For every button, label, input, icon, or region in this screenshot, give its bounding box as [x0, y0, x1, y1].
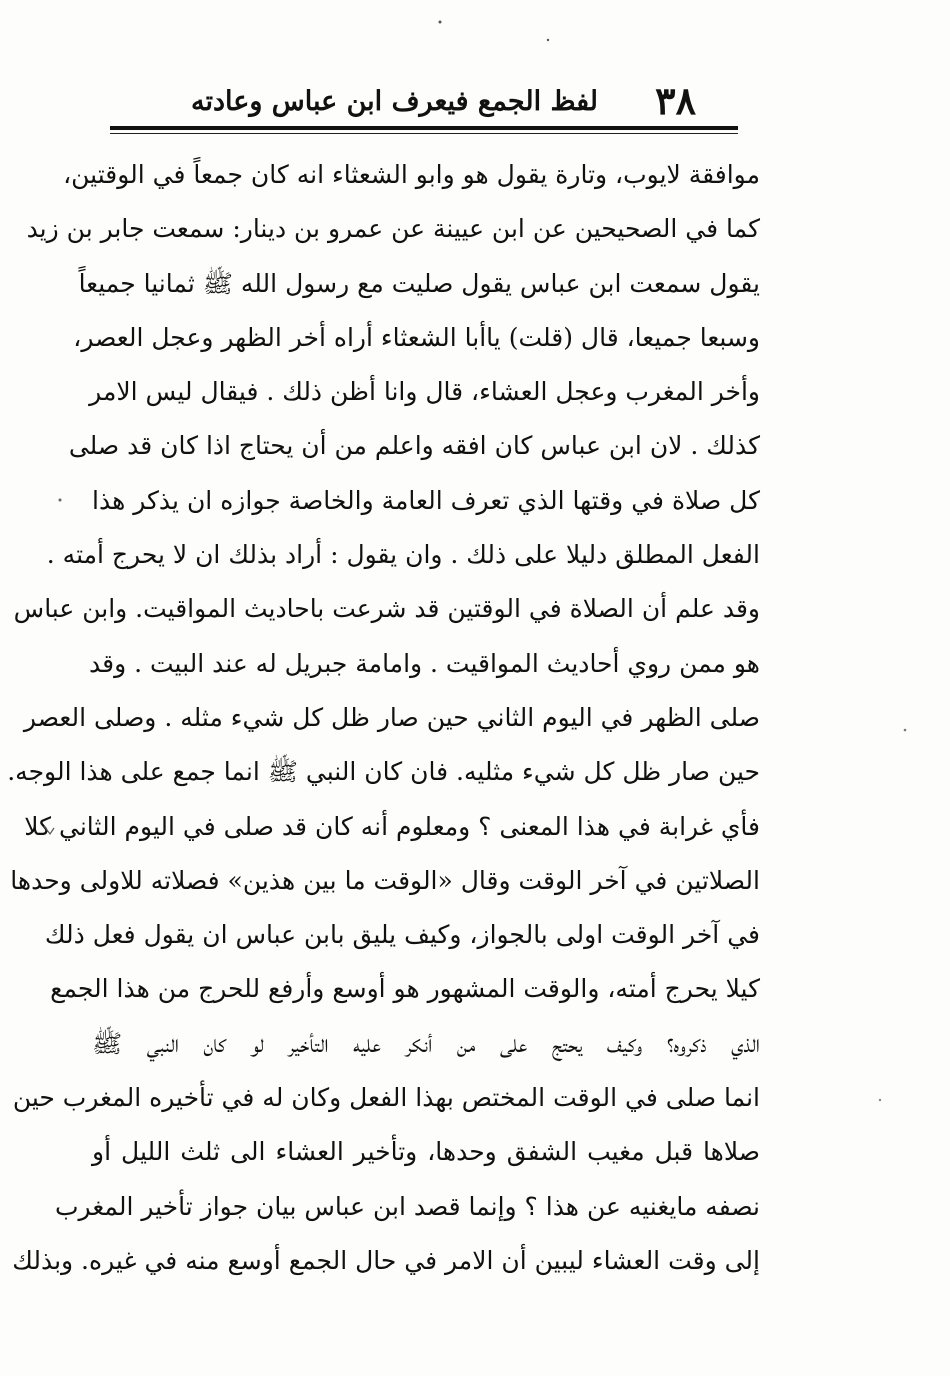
- text-line: كل صلاة في وقتها الذي تعرف العامة والخاصة جوازه ان يذكر هذا: [92, 485, 760, 515]
- text-line: كذلك . لان ابن عباس كان افقه واعلم من أن يحتاج اذا كان قد صلى: [68, 431, 760, 461]
- scan-speck: [439, 21, 442, 24]
- header-rule: [110, 126, 738, 130]
- text-line: إلى وقت العشاء ليبين أن الامر في حال الجمع أوسع منه في غيره. وبذلك: [12, 1245, 760, 1275]
- scan-speck: [879, 1099, 881, 1101]
- text-line: وسبعا جميعا، قال (قلت) ياأبا الشعثاء أراه أخر الظهر وعجل العصر،: [73, 322, 760, 352]
- text-line: الصلاتين في آخر الوقت وقال «الوقت ما بين هذين» فصلاته للاولى وحدها: [10, 865, 760, 895]
- text-line: كيلا يحرج أمته، والوقت المشهور هو أوسع وأرفع للحرج من هذا الجمع: [50, 974, 760, 1004]
- text-line: موافقة لايوب، وتارة يقول هو وابو الشعثاء انه كان جمعاً في الوقتين،: [63, 160, 760, 189]
- page-number: ٣٨: [655, 78, 696, 123]
- text-line: نصفه مايغنيه عن هذا ؟ وإنما قصد ابن عباس بيان جواز تأخير المغرب: [54, 1191, 760, 1221]
- text-line: كما في الصحيحين عن ابن عيينة عن عمرو بن دينار: سمعت جابر بن زيد: [26, 214, 760, 244]
- text-line: وأخر المغرب وعجل العشاء، قال وانا أظن ذلك . فيقال ليس الامر: [89, 377, 760, 407]
- text-line: فأي غرابة في هذا المعنى ؟ ومعلوم أنه كان قد صلى في اليوم الثاني كلا: [24, 811, 760, 841]
- text-line: وقد علم أن الصلاة في الوقتين قد شرعت باحاديث المواقيت. وابن عباس: [13, 594, 760, 624]
- header-rule-thin: [110, 133, 738, 134]
- body-text: [7, 148, 760, 1288]
- text-line: هو ممن روي أحاديث المواقيت . وامامة جبريل له عند البيت . وقد: [89, 648, 760, 678]
- text-line: صلاها قبل مغيب الشفق وحدها، وتأخير العشاء الى ثلث الليل أو: [92, 1137, 760, 1167]
- text-line: الفعل المطلق دليلا على ذلك . وان يقول : أراد بذلك ان لا يحرج أمته .: [46, 540, 760, 570]
- text-line: صلى الظهر في اليوم الثاني حين صار ظل كل شيء مثله . وصلى العصر: [23, 702, 760, 732]
- scan-speck: [59, 499, 62, 502]
- text-line: الذي ذكروه؟ وكيف يحتج على من أنكر عليه التأخير لو كان النبي ﷺ: [92, 1028, 760, 1058]
- text-line: في آخر الوقت اولى بالجواز، وكيف يليق بابن عباس ان يقول فعل ذلك: [44, 920, 760, 950]
- scan-speck: [904, 729, 907, 732]
- text-line: انما صلى في الوقت المختص بهذا الفعل وكان له في تأخيره المغرب حين: [12, 1083, 760, 1113]
- page-header: [110, 78, 738, 124]
- running-title: لفظ الجمع فيعرف ابن عباس وعادته: [190, 86, 598, 117]
- scan-speck: [547, 39, 549, 41]
- text-line: يقول سمعت ابن عباس يقول صليت مع رسول الله ﷺ ثمانيا جميعاً: [78, 268, 760, 298]
- text-line: حين صار ظل كل شيء مثليه. فان كان النبي ﷺ انما جمع على هذا الوجه.: [7, 757, 760, 787]
